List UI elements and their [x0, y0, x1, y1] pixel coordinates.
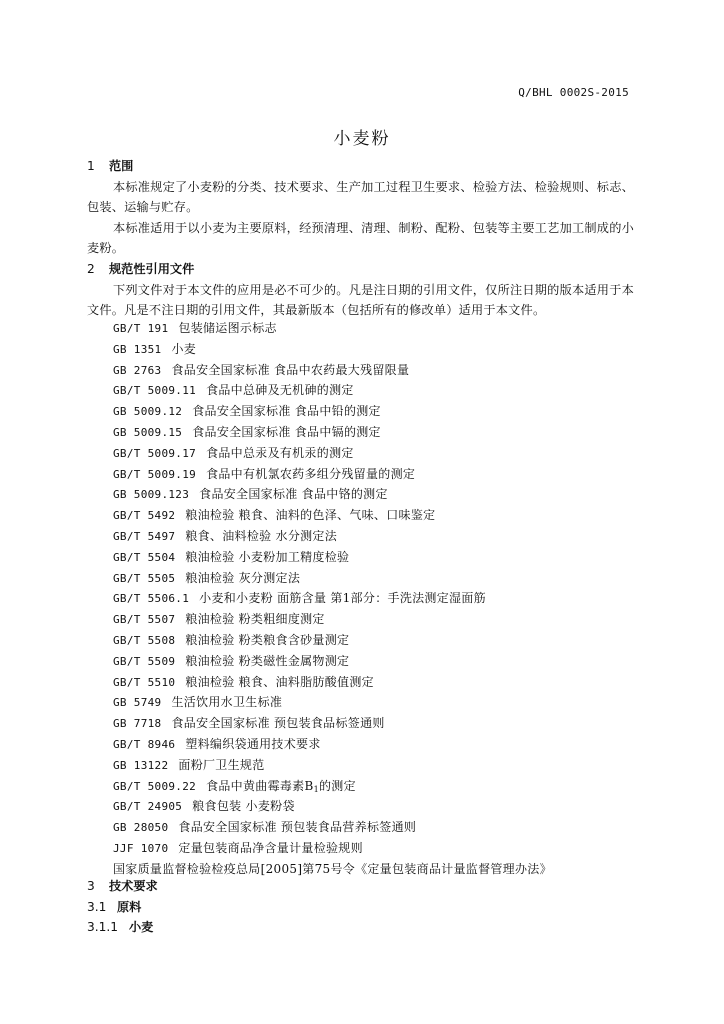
reference-item: [113, 672, 633, 693]
section-title: 范围: [109, 159, 134, 173]
reference-code: GB/T 5504: [113, 550, 176, 564]
reference-code: GB/T 5009.17: [113, 446, 197, 460]
reference-name: 食品安全国家标准 预包装食品标签通则: [171, 716, 385, 731]
reference-item: [113, 755, 633, 776]
reference-name: 食品中总汞及有机汞的测定: [206, 445, 354, 460]
reference-item: [113, 443, 633, 464]
reference-code: GB/T 5492: [113, 509, 176, 523]
reference-code: GB/T 5009.11: [113, 384, 197, 398]
subsection-heading: [87, 897, 634, 918]
reference-item: [113, 484, 633, 505]
reference-name: 塑料编织袋通用技术要求: [185, 736, 321, 751]
reference-name: 面粉厂卫生规范: [178, 757, 265, 772]
paragraph: 本标准规定了小麦粉的分类、技术要求、生产加工过程卫生要求、检验方法、检验规则、标志、包装、运输与贮存。: [87, 179, 634, 214]
reference-list: [113, 318, 633, 880]
section-number: 2: [87, 262, 95, 276]
reference-item: [113, 588, 633, 609]
reference-item: [113, 692, 633, 713]
reference-name: 食品中黄曲霉毒素B: [206, 778, 314, 793]
paragraph: 本标准适用于以小麦为主要原料，经预清理、清理、制粉、配粉、包装等主要工艺加工制成的小麦粉。: [87, 220, 634, 255]
reference-code: GB/T 5509: [113, 654, 176, 668]
section-number: 3: [87, 879, 95, 893]
subsection-number: 3.1.1: [87, 920, 119, 934]
reference-name: 小麦和小麦粉 面筋含量 第1部分：手洗法测定湿面筋: [199, 591, 486, 606]
reference-item: [113, 339, 633, 360]
subsection-title: 原料: [117, 899, 142, 914]
section-heading: [87, 876, 634, 897]
reference-name: 食品安全国家标准 预包装食品营养标签通则: [178, 820, 417, 835]
reference-code: GB 5749: [113, 696, 162, 710]
reference-item: [113, 776, 633, 797]
reference-name: 粮食、油料检验 水分测定法: [185, 528, 338, 543]
section-heading: [87, 259, 634, 280]
reference-code: GB 5009.123: [113, 488, 190, 502]
reference-name: 包装储运图示标志: [178, 321, 277, 335]
section-number: 1: [87, 159, 95, 173]
reference-item: [113, 817, 633, 838]
reference-name: 粮油检验 粮食、油料的色泽、气味、口味鉴定: [185, 508, 436, 523]
section-normative-references: [87, 259, 634, 321]
reference-code: GB/T 5505: [113, 571, 176, 585]
page-title: 小麦粉: [333, 129, 391, 149]
reference-name: 粮油检验 粉类粗细度测定: [185, 612, 325, 627]
section-title: 规范性引用文件: [109, 262, 195, 276]
reference-name: 定量包装商品净含量计量检验规则: [178, 840, 363, 855]
section-heading: [87, 156, 634, 177]
section-title: 技术要求: [109, 879, 158, 893]
reference-code: GB 7718: [113, 717, 162, 731]
reference-item: [113, 380, 633, 401]
reference-item: [113, 796, 633, 817]
reference-name: 食品中总砷及无机砷的测定: [206, 383, 354, 398]
reference-item: [113, 547, 633, 568]
reference-name: 小麦: [171, 341, 197, 356]
reference-item: [113, 360, 633, 381]
section-scope: [87, 156, 634, 259]
reference-name: 生活饮用水卫生标准: [171, 695, 283, 710]
reference-code: GB 13122: [113, 758, 169, 772]
reference-name: 国家质量监督检验检疫总局[2005]第75号令《定量包装商品计量监督管理办法》: [113, 861, 552, 876]
reference-name: 粮油检验 小麦粉加工精度检验: [185, 549, 350, 564]
reference-name: 食品安全国家标准 食品中镉的测定: [192, 424, 381, 439]
reference-item: [113, 401, 633, 422]
reference-code: JJF 1070: [113, 841, 169, 855]
reference-code: GB 2763: [113, 363, 162, 377]
reference-item: [113, 609, 633, 630]
reference-item: [113, 630, 633, 651]
reference-code: GB/T 5009.19: [113, 467, 197, 481]
reference-item: [113, 713, 633, 734]
subsection-title: 小麦: [129, 920, 154, 934]
reference-name: 食品安全国家标准 食品中铅的测定: [192, 404, 381, 419]
reference-name: 粮油检验 粮食、油料脂肪酸值测定: [185, 674, 374, 689]
section-technical-requirements: [87, 876, 634, 938]
reference-name: 粮食包装 小麦粉袋: [192, 799, 295, 814]
reference-code: GB 1351: [113, 342, 162, 356]
reference-code: GB/T 5508: [113, 633, 176, 647]
paragraph: 下列文件对于本文件的应用是必不可少的。凡是注日期的引用文件，仅所注日期的版本适用于本文件。凡是不注日期的引用文件，其最新版本（包括所有的修改单）适用于本文件。: [87, 282, 634, 317]
reference-code: GB/T 5497: [113, 529, 176, 543]
subsection-number: 3.1: [87, 899, 107, 914]
reference-name: 食品中有机氯农药多组分残留量的测定: [206, 466, 416, 481]
reference-code: GB/T 5506.1: [113, 592, 190, 606]
reference-name: 食品安全国家标准 食品中农药最大残留限量: [171, 362, 410, 377]
reference-name: 粮油检验 灰分测定法: [185, 570, 301, 585]
reference-item: [113, 838, 633, 859]
reference-name-suffix: 的测定: [319, 778, 356, 793]
reference-code: GB 5009.15: [113, 425, 183, 439]
reference-item: [113, 526, 633, 547]
reference-code: GB/T 24905: [113, 800, 183, 814]
reference-item: [113, 318, 633, 339]
reference-item: [113, 422, 633, 443]
reference-code: GB/T 5009.22: [113, 779, 197, 793]
reference-item: [113, 464, 633, 485]
reference-code: GB 5009.12: [113, 405, 183, 419]
standard-code: Q/BHL 0002S-2015: [518, 86, 629, 99]
reference-item: [113, 651, 633, 672]
reference-name: 粮油检验 粉类粮食含砂量测定: [185, 632, 350, 647]
reference-name: 食品安全国家标准 食品中铬的测定: [199, 487, 388, 502]
reference-code: GB 28050: [113, 821, 169, 835]
reference-code: GB/T 5507: [113, 613, 176, 627]
reference-code: GB/T 5510: [113, 675, 176, 689]
reference-item: [113, 568, 633, 589]
reference-name: 粮油检验 粉类磁性金属物测定: [185, 653, 350, 668]
reference-item: [113, 505, 633, 526]
reference-code: GB/T 191: [113, 322, 169, 335]
subscript: 1: [313, 784, 319, 794]
reference-item: [113, 734, 633, 755]
subsection-heading: [87, 917, 634, 938]
reference-code: GB/T 8946: [113, 737, 176, 751]
